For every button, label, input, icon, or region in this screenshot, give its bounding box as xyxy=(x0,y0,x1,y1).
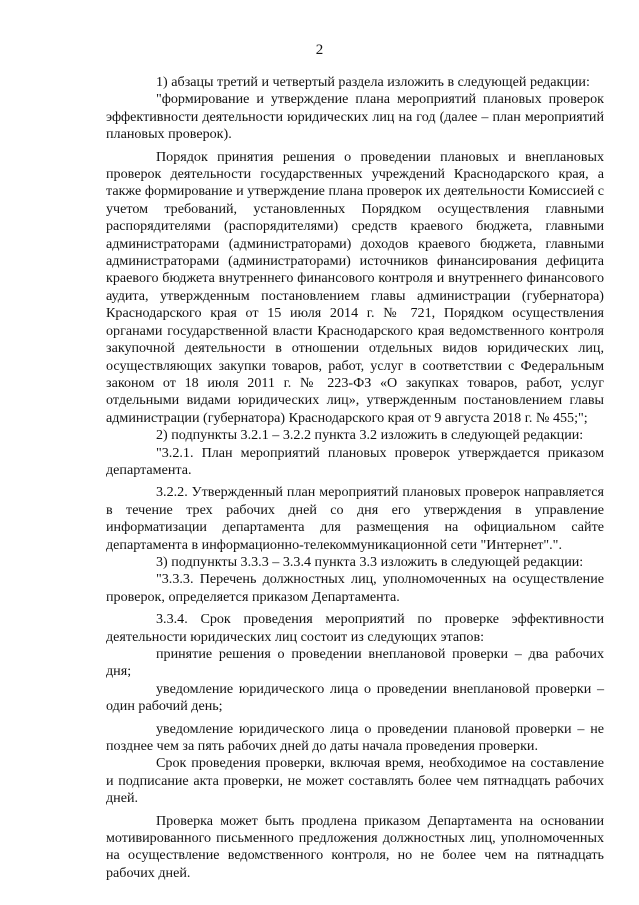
paragraph-plan-formation: "формирование и утверждение плана мероприятий плановых проверок эффективности деятельности юридических лиц на год (далее – план мероприятий плановых проверок). xyxy=(106,91,604,143)
paragraph-amendment-3-intro: 3) подпункты 3.3.3 – 3.3.4 пункта 3.3 изложить в следующей редакции: xyxy=(156,553,584,570)
paragraph-3-3-4: 3.3.4. Срок проведения мероприятий по проверке эффективности деятельности юридических лиц состоит из следующих этапов: xyxy=(106,611,604,645)
paragraph-extension: Проверка может быть продлена приказом Департамента на основании мотивированного письменного предложения должностных лиц, уполномоченных на осуществление ведомственного контроля, но не более чем на пятнадцать рабочих дней. xyxy=(106,812,604,881)
paragraph-3-2-2: 3.2.2. Утвержденный план мероприятий плановых проверок направляется в течение трех рабочих дней со дня его утверждения в управление информатизации департамента для размещения на официальном сайте департамента в информационно-телекоммуникационной сети "Интернет".". xyxy=(106,484,604,553)
paragraph-amendment-2-intro: 2) подпункты 3.2.1 – 3.2.2 пункта 3.2 изложить в следующей редакции: xyxy=(156,427,584,444)
paragraph-decision-procedure: Порядок принятия решения о проведении плановых и внеплановых проверок деятельности государственных учреждений Краснодарского края, а также формирование и утверждение плана проверок их деятельности Комиссией с учетом требований, установленных Порядком осуществления главными распорядителями (распорядителями) средств краевого бюджета, главными администраторами (администраторами) доходов краевого бюджета, главными администраторами (администраторами) источников финансирования дефицита краевого бюджета внутреннего финансового контроля и внутреннего финансового аудита, утвержденным постановлением главы администрации (губернатора) Краснодарского края от 15 июля 2014 г. № 721, Порядком осуществления органами государственной власти Краснодарского края ведомственного контроля закупочной деятельности в отношении отдельных видов юридических лиц, осуществляющих закупки товаров, работ, услуг в соответствии с Федеральным законом от 18 июля 2011 г. № 223-ФЗ «О закупках товаров, работ, услуг отдельными видами юридических лиц», утвержденным постановлением главы администрации (губернатора) Краснодарского края от 9 августа 2018 г. № 455;"; xyxy=(106,148,604,426)
paragraph-amendment-1-intro: 1) абзацы третий и четвертый раздела изложить в следующей редакции: xyxy=(156,74,590,90)
document-body xyxy=(106,74,604,882)
paragraph-unplanned-decision: принятие решения о проведении внеплановой проверки – два рабочих дня; xyxy=(106,646,604,680)
paragraph-3-2-1: "3.2.1. План мероприятий плановых проверок утверждается приказом департамента. xyxy=(106,444,604,478)
page-number: 2 xyxy=(315,42,324,58)
paragraph-3-3-3: "3.3.3. Перечень должностных лиц, уполномоченных на осуществление проверок, определяется приказом Департамента. xyxy=(106,571,604,605)
paragraph-unplanned-notice: уведомление юридического лица о проведении внеплановой проверки – один рабочий день; xyxy=(106,680,604,715)
paragraph-planned-notice: уведомление юридического лица о проведении плановой проверки – не позднее чем за пять рабочих дней до даты начала проведения проверки. xyxy=(106,720,604,755)
paragraph-inspection-term: Срок проведения проверки, включая время, необходимое на составление и подписание акта проверки, не может составлять более чем пятнадцать рабочих дней. xyxy=(106,755,604,807)
